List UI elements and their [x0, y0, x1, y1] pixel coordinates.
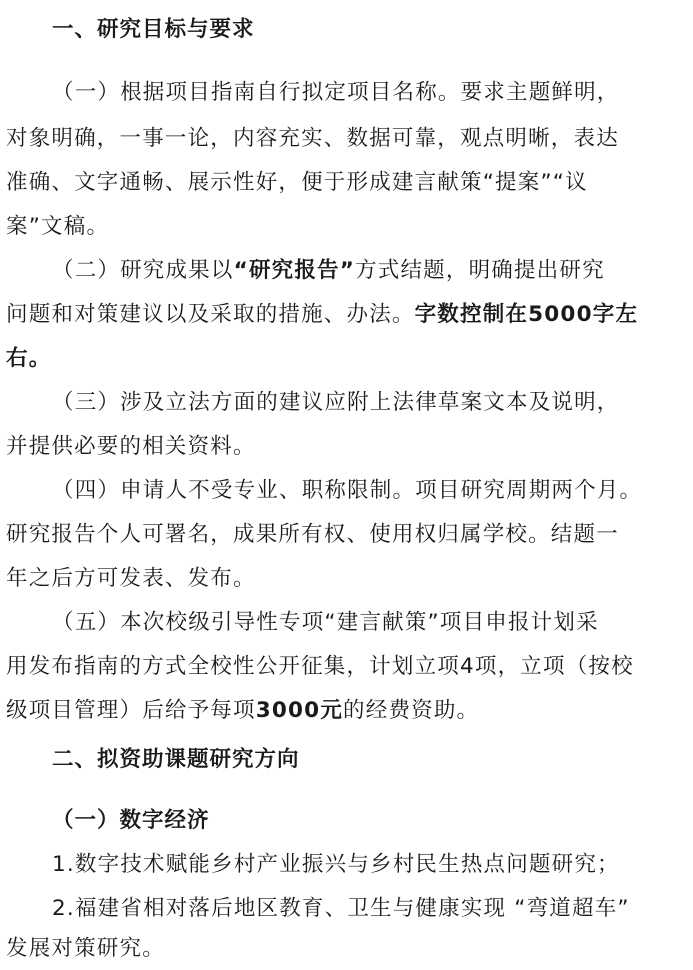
paragraph-line: 案”文稿。: [6, 214, 110, 239]
bold-text: 字数控制在5000字左: [414, 302, 639, 327]
paragraph-line: （一）根据项目指南自行拟定项目名称。要求主题鲜明，: [52, 80, 620, 105]
subsection-heading: （一）数字经济: [52, 808, 210, 833]
bold-amount: 3000元: [255, 698, 344, 723]
paragraph-line: 研究报告个人可署名，成果所有权、使用权归属学校。结题一: [6, 522, 619, 547]
text-normal: 用发布指南的方式全校性公开征集，计划立项: [6, 654, 461, 679]
section-heading-2: 二、拟资助课题研究方向: [52, 747, 300, 772]
paragraph-line: （四）申请人不受专业、职称限制。项目研究周期两个月。: [52, 478, 643, 503]
text-normal: 问题和对策建议以及采取的措施、办法。: [6, 302, 415, 327]
paragraph-line: （五）本次校级引导性专项“建言献策”项目申报计划采: [52, 610, 599, 635]
list-item: 2.福建省相对落后地区教育、卫生与健康实现 “弯道超车”: [52, 896, 630, 921]
number-text: 4: [460, 654, 475, 679]
paragraph-line: 对象明确，一事一论，内容充实、数据可靠，观点明晰，表达: [6, 126, 619, 151]
list-item: 发展对策研究。: [6, 936, 165, 961]
text-normal: 的经费资助。: [343, 698, 480, 723]
section-heading-1: 一、研究目标与要求: [52, 17, 255, 42]
paragraph-line: 并提供必要的相关资料。: [6, 434, 256, 459]
paragraph-line: [52, 256, 605, 286]
text-normal: 项，立项（按校: [474, 654, 634, 679]
bold-text: 右。: [6, 346, 52, 371]
paragraph-line: 准确、文字通畅、展示性好，便于形成建言献策“提案”“议: [6, 170, 588, 195]
text-normal: 方式结题，明确提出研究: [355, 258, 605, 283]
paragraph-line: [6, 652, 634, 682]
paragraph-line: （三）涉及立法方面的建议应附上法律草案文本及说明，: [52, 390, 620, 415]
text-normal: （二）研究成果以: [52, 258, 234, 283]
paragraph-line: [6, 300, 638, 330]
paragraph-line: [6, 696, 479, 726]
paragraph-line: 年之后方可发表、发布。: [6, 566, 256, 591]
list-item: 1.数字技术赋能乡村产业振兴与乡村民生热点问题研究；: [52, 852, 620, 877]
quoted-bold-text: “研究报告”: [233, 258, 356, 283]
text-normal: 级项目管理）后给予每项: [6, 698, 256, 723]
